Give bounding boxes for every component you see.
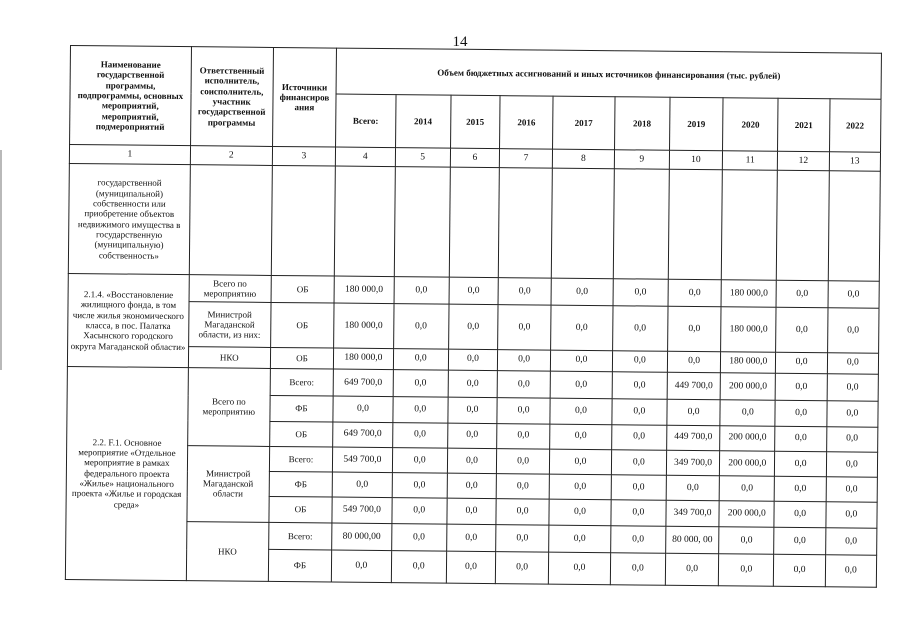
value-cell: 0,0 xyxy=(720,400,776,426)
value-cell: 0,0 xyxy=(719,527,775,555)
value-cell: 0,0 xyxy=(827,308,879,353)
empty-cell xyxy=(334,166,394,276)
executor-cell: Министрой Магаданской области, из них: xyxy=(188,302,270,347)
empty-cell xyxy=(721,170,777,280)
value-cell: 0,0 xyxy=(391,498,447,524)
value-cell: 0,0 xyxy=(549,474,611,500)
value-cell: 0,0 xyxy=(774,527,825,555)
value-cell: 649 700,0 xyxy=(333,369,393,397)
header-year-2019: 2019 xyxy=(669,98,723,151)
value-cell: 0,0 xyxy=(776,308,828,353)
value-cell: 0,0 xyxy=(825,555,877,587)
source-cell: ОБ xyxy=(271,275,335,303)
source-cell: Всего: xyxy=(268,522,332,550)
source-cell: ОБ xyxy=(269,421,333,447)
value-cell: 0,0 xyxy=(447,524,496,552)
source-cell: ОБ xyxy=(270,347,334,369)
value-cell: 0,0 xyxy=(666,475,719,501)
value-cell: 0,0 xyxy=(447,423,496,449)
value-cell: 0,0 xyxy=(551,278,613,306)
empty-cell xyxy=(271,166,336,276)
value-cell: 0,0 xyxy=(332,472,392,498)
column-number: 1 xyxy=(69,145,190,165)
budget-table xyxy=(65,45,882,588)
column-number: 6 xyxy=(450,148,499,167)
page-number: 14 xyxy=(452,34,468,50)
header-total: Всего: xyxy=(336,94,396,147)
executor-cell: НКО xyxy=(188,346,270,368)
value-cell: 0,0 xyxy=(826,477,878,503)
value-cell: 180 000,0 xyxy=(334,276,394,304)
column-number: 5 xyxy=(395,148,450,168)
value-cell: 0,0 xyxy=(774,554,825,586)
activity-name: 2.1.4. «Восстановление жилищного фонда, в том числе жилья экономического класса, в пос. Палатка Хасынского городского округа Магаданской области» xyxy=(67,273,189,367)
value-cell: 0,0 xyxy=(448,349,497,371)
value-cell: 0,0 xyxy=(776,352,827,374)
value-cell: 0,0 xyxy=(825,528,877,556)
value-cell: 0,0 xyxy=(391,523,447,551)
column-number: 13 xyxy=(829,152,881,171)
empty-cell xyxy=(777,170,829,280)
value-cell: 180 000,0 xyxy=(334,303,394,348)
value-cell: 0,0 xyxy=(774,502,825,528)
column-number: 7 xyxy=(499,149,552,168)
value-cell: 0,0 xyxy=(497,370,550,398)
value-cell: 0,0 xyxy=(447,448,496,474)
header-year-2022: 2022 xyxy=(829,99,881,152)
value-cell: 0,0 xyxy=(667,399,720,425)
continuation-row xyxy=(68,164,880,282)
value-cell: 0,0 xyxy=(718,554,774,586)
value-cell: 0,0 xyxy=(496,524,549,552)
value-cell: 0,0 xyxy=(449,277,498,305)
empty-cell xyxy=(613,169,669,279)
value-cell: 0,0 xyxy=(775,426,826,452)
scan-edge-mark xyxy=(0,150,2,370)
value-cell: 0,0 xyxy=(826,502,878,528)
value-cell: 0,0 xyxy=(668,279,721,307)
column-number: 4 xyxy=(336,147,396,167)
empty-cell xyxy=(828,171,880,281)
value-cell: 0,0 xyxy=(497,398,550,424)
value-cell: 0,0 xyxy=(549,552,611,584)
source-cell: ФБ xyxy=(269,472,333,498)
value-cell: 180 000,0 xyxy=(721,351,776,373)
value-cell: 0,0 xyxy=(665,553,719,585)
column-number: 9 xyxy=(614,150,669,170)
value-cell: 0,0 xyxy=(612,350,667,372)
header-name: Наименование государственной программы, подпрограммы, основных мероприятий, мероприятий, подмероприятий xyxy=(70,46,192,146)
value-cell: 0,0 xyxy=(498,278,551,306)
table-row xyxy=(68,301,879,353)
column-number: 3 xyxy=(272,147,336,167)
activity-name: 2.2. F.1. Основное мероприятие «Отдельное мероприятие в рамках федерального проекта «Жилье» национального проекта «Жилье и городская среда» xyxy=(65,366,188,580)
value-cell: 649 700,0 xyxy=(333,422,393,448)
value-cell: 0,0 xyxy=(497,423,550,449)
value-cell: 0,0 xyxy=(551,305,613,350)
value-cell: 349 700,0 xyxy=(666,450,719,476)
value-cell: 200 000,0 xyxy=(719,501,775,527)
source-cell: ФБ xyxy=(270,396,334,422)
column-number: 10 xyxy=(669,150,722,169)
value-cell: 0,0 xyxy=(496,474,549,500)
value-cell: 0,0 xyxy=(611,424,667,450)
value-cell: 0,0 xyxy=(447,473,496,499)
column-number: 11 xyxy=(722,151,777,171)
value-cell: 0,0 xyxy=(393,304,449,349)
value-cell: 180 000,0 xyxy=(721,280,777,308)
value-cell: 0,0 xyxy=(550,424,612,450)
executor-cell: НКО xyxy=(186,521,268,581)
source-cell: Всего: xyxy=(269,446,333,472)
value-cell: 0,0 xyxy=(446,551,495,583)
value-cell: 0,0 xyxy=(775,451,826,477)
value-cell: 0,0 xyxy=(495,552,549,584)
value-cell: 0,0 xyxy=(497,349,550,371)
value-cell: 0,0 xyxy=(611,450,667,476)
value-cell: 0,0 xyxy=(612,306,668,351)
value-cell: 449 700,0 xyxy=(667,372,720,400)
activity-name: государственной (муниципальной) собственности или приобретение объектов недвижимого имущества в государственную (муниципальную) собственность» xyxy=(68,164,190,275)
value-cell: 349 700,0 xyxy=(666,501,719,527)
value-cell: 0,0 xyxy=(392,473,448,499)
source-cell: ФБ xyxy=(268,550,332,582)
value-cell: 0,0 xyxy=(498,305,552,350)
value-cell: 0,0 xyxy=(394,277,450,305)
header-executor: Ответственный исполнитель, соисполнитель, участник государственной программы xyxy=(190,47,273,147)
value-cell: 0,0 xyxy=(392,397,448,423)
empty-cell xyxy=(394,167,450,277)
value-cell: 0,0 xyxy=(391,551,447,583)
value-cell: 0,0 xyxy=(332,550,392,582)
empty-cell xyxy=(189,165,272,276)
empty-cell xyxy=(552,168,614,278)
value-cell: 0,0 xyxy=(827,352,879,374)
value-cell: 80 000, 00 xyxy=(666,526,719,554)
value-cell: 0,0 xyxy=(550,398,612,424)
value-cell: 449 700,0 xyxy=(667,425,720,451)
value-cell: 200 000,0 xyxy=(720,373,776,401)
column-number: 2 xyxy=(190,146,272,166)
value-cell: 0,0 xyxy=(611,475,667,501)
executor-cell: Всего по мероприятию xyxy=(187,367,270,446)
empty-cell xyxy=(449,167,499,277)
value-cell: 0,0 xyxy=(826,401,878,427)
value-cell: 0,0 xyxy=(827,374,879,402)
source-cell: ОБ xyxy=(269,497,333,523)
value-cell: 200 000,0 xyxy=(720,425,776,451)
column-number: 8 xyxy=(553,149,615,169)
column-number: 12 xyxy=(778,151,829,170)
value-cell: 549 700,0 xyxy=(333,447,393,473)
value-cell: 0,0 xyxy=(393,369,449,397)
value-cell: 0,0 xyxy=(667,351,720,373)
value-cell: 0,0 xyxy=(668,307,722,352)
value-cell: 80 000,00 xyxy=(332,523,392,551)
header-row xyxy=(70,46,881,100)
value-cell: 0,0 xyxy=(392,422,448,448)
value-cell: 0,0 xyxy=(776,280,827,308)
value-cell: 0,0 xyxy=(828,281,880,309)
header-sources: Источники финансиров ания xyxy=(272,47,336,147)
header-year-2017: 2017 xyxy=(553,97,615,150)
value-cell: 0,0 xyxy=(719,476,775,502)
value-cell: 0,0 xyxy=(551,350,613,372)
value-cell: 0,0 xyxy=(549,500,611,526)
executor-cell: Министрой Магаданской области xyxy=(187,445,270,522)
value-cell: 0,0 xyxy=(550,449,612,475)
source-cell: ОБ xyxy=(270,303,334,348)
header-year-2018: 2018 xyxy=(614,97,670,150)
empty-cell xyxy=(668,169,722,279)
header-year-2014: 2014 xyxy=(395,95,451,148)
value-cell: 0,0 xyxy=(496,499,549,525)
header-year-2021: 2021 xyxy=(778,99,830,152)
value-cell: 200 000,0 xyxy=(720,451,776,477)
value-cell: 0,0 xyxy=(775,476,826,502)
value-cell: 0,0 xyxy=(447,499,496,525)
value-cell: 0,0 xyxy=(392,447,448,473)
value-cell: 0,0 xyxy=(333,396,393,422)
value-cell: 0,0 xyxy=(612,399,668,425)
value-cell: 0,0 xyxy=(610,525,666,553)
header-year-2020: 2020 xyxy=(723,98,779,151)
value-cell: 0,0 xyxy=(610,553,666,585)
value-cell: 549 700,0 xyxy=(332,497,392,523)
value-cell: 0,0 xyxy=(776,373,827,401)
value-cell: 0,0 xyxy=(612,371,668,399)
value-cell: 0,0 xyxy=(611,500,667,526)
value-cell: 0,0 xyxy=(826,452,878,478)
value-cell: 0,0 xyxy=(549,525,611,553)
executor-cell: Всего по мероприятию xyxy=(189,275,271,303)
value-cell: 0,0 xyxy=(448,370,497,398)
value-cell: 0,0 xyxy=(496,448,549,474)
value-cell: 0,0 xyxy=(448,397,497,423)
empty-cell xyxy=(498,168,552,278)
header-volume: Объем бюджетных ассигнований и иных источников финансирования (тыс. рублей) xyxy=(336,48,881,100)
value-cell: 0,0 xyxy=(448,305,498,350)
value-cell: 180 000,0 xyxy=(334,348,394,370)
source-cell: Всего: xyxy=(270,368,334,396)
value-cell: 0,0 xyxy=(393,348,448,370)
value-cell: 0,0 xyxy=(550,371,612,399)
value-cell: 0,0 xyxy=(775,400,826,426)
value-cell: 180 000,0 xyxy=(721,307,777,352)
header-year-2015: 2015 xyxy=(450,96,500,149)
value-cell: 0,0 xyxy=(826,426,878,452)
header-year-2016: 2016 xyxy=(500,96,554,149)
value-cell: 0,0 xyxy=(613,279,669,307)
